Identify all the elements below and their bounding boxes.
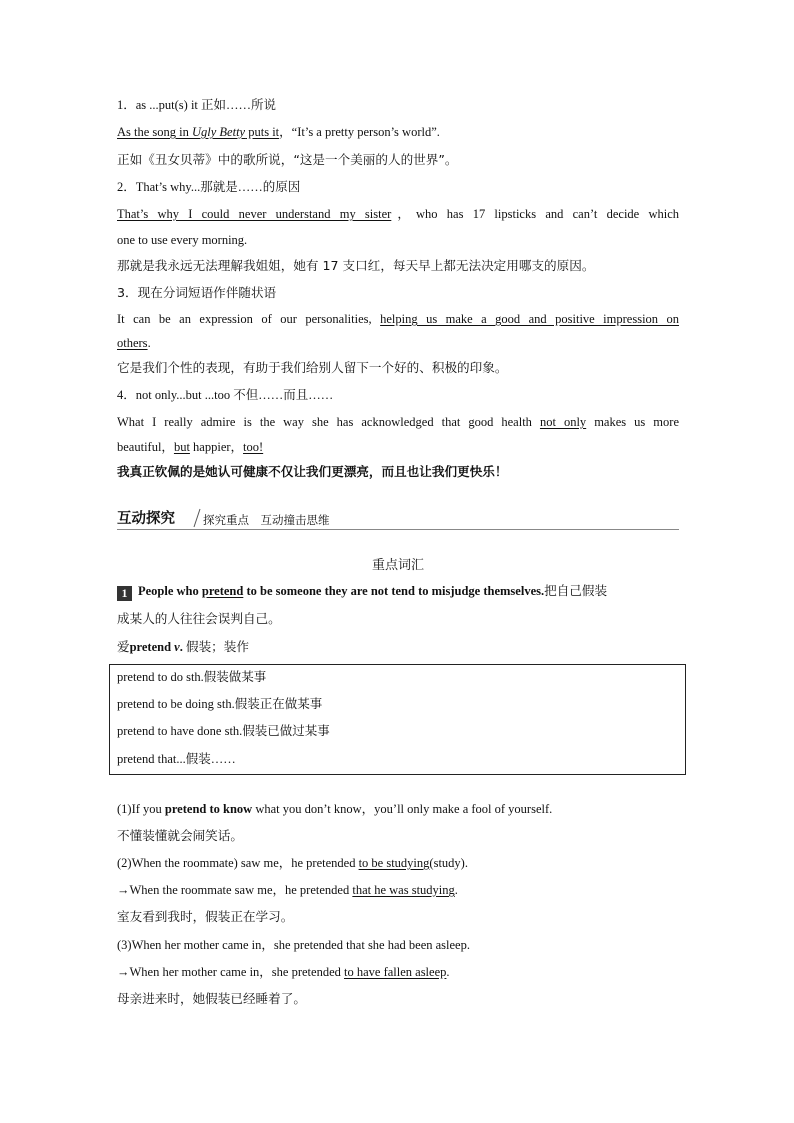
definition-dot: . <box>179 640 183 654</box>
item-3-heading <box>117 284 276 302</box>
item-4-example-underlined: too! <box>243 440 264 454</box>
vocab-sentence-cn: 把自己假装 <box>544 583 608 598</box>
item-4-heading <box>117 386 333 404</box>
item-4-example-part: makes us more <box>586 415 679 429</box>
item-4-translation-text: 我真正钦佩的是她认可健康不仅让我们更漂亮，而且也让我们更快乐！ <box>117 464 508 479</box>
item-4-example-underlined: not only <box>539 415 587 429</box>
item-3-translation <box>117 359 507 377</box>
usage-box <box>109 664 686 775</box>
example-part: →When the roommate saw me，he pretended <box>117 883 353 897</box>
example-3 <box>117 936 470 954</box>
item-1-example-part: As the song in <box>117 125 192 139</box>
item-1-example-part: puts it <box>245 125 280 139</box>
example-part: (study). <box>429 856 468 870</box>
usage-row-text: pretend to do sth.假装做某事 <box>117 670 267 684</box>
item-3-example-line-2 <box>117 334 151 352</box>
item-4-example-underlined: but <box>173 440 190 454</box>
item-4-example-line-2 <box>117 438 263 456</box>
usage-row <box>117 749 236 767</box>
vocab-definition <box>117 638 249 656</box>
item-1-translation-text: 正如《丑女贝蒂》中的歌所说，“这是一个美丽的人的世界”。 <box>117 152 458 167</box>
section-subtitle: 探究重点 互动撞击思维 <box>203 513 330 527</box>
slash-divider-icon <box>193 508 201 528</box>
vocab-sentence-part: People who <box>138 584 202 598</box>
section-rule <box>117 529 679 530</box>
example-part: . <box>454 883 458 897</box>
section-title: 互动探究 <box>117 511 175 527</box>
vocab-sentence-line-2 <box>117 610 281 628</box>
example-underlined: to have fallen asleep <box>344 965 447 979</box>
item-2-example-line-2 <box>117 231 247 249</box>
example-3-translation <box>117 990 306 1008</box>
definition-pos: v <box>174 640 180 654</box>
item-3-example-part: It can be an expression of our personalities, <box>117 312 381 326</box>
item-1-example-part: ，“It’s a pretty person’s world”. <box>279 125 440 139</box>
item-1-heading-text: 1．as ...put(s) it 正如……所说 <box>117 98 277 112</box>
example-part: (2)When the roommate) saw me，he pretended <box>117 856 359 870</box>
example-part: →When her mother came in，she pretended <box>117 965 344 979</box>
example-keyword: pretend to know <box>164 802 253 816</box>
usage-row-text: pretend to have done sth.假装已做过某事 <box>117 724 330 738</box>
example-translation-text: 不懂装懂就会闹笑话。 <box>117 828 243 843</box>
item-4-example-part: happier， <box>189 440 244 454</box>
example-part: what you don’t know，you’ll only make a fool of yourself. <box>252 802 553 816</box>
vocab-heading <box>117 554 679 573</box>
usage-row <box>117 694 322 712</box>
definition-marker: 爱 <box>117 639 130 654</box>
item-4-translation <box>117 463 507 481</box>
example-part: (1)If you <box>117 802 165 816</box>
item-1-translation <box>117 151 458 169</box>
item-1-heading <box>117 96 276 114</box>
example-part: (3)When her mother came in，she pretended that she had been asleep. <box>117 938 470 952</box>
example-translation-text: 室友看到我时，假装正在学习。 <box>117 909 294 924</box>
item-2-example-underlined: That’s why I could never understand my sister <box>117 207 392 221</box>
item-3-example-underlined: others <box>117 336 148 350</box>
definition-word: pretend <box>129 640 175 654</box>
example-1 <box>117 800 552 818</box>
example-underlined: that he was studying <box>352 883 455 897</box>
example-part: . <box>446 965 450 979</box>
example-3-rewrite <box>117 963 450 981</box>
usage-row-text: pretend to be doing sth.假装正在做某事 <box>117 697 323 711</box>
item-3-example-underlined: helping us make a good and positive impression on <box>380 312 680 326</box>
item-2-example-line-1 <box>117 205 679 223</box>
item-2-heading-text: 2．That’s why...那就是……的原因 <box>117 180 301 194</box>
item-4-heading-text: 4．not only...but ...too 不但……而且…… <box>117 388 334 402</box>
vocab-keyword: pretend <box>201 584 244 598</box>
usage-row <box>117 667 266 685</box>
item-2-translation <box>117 257 594 275</box>
vocab-sentence-part: to be someone they are not tend to misjudge themselves. <box>243 584 545 598</box>
example-2-rewrite <box>117 881 458 899</box>
item-4-example-line-1 <box>117 413 679 431</box>
example-2-translation <box>117 908 293 926</box>
example-translation-text: 母亲进来时，她假装已经睡着了。 <box>117 991 306 1006</box>
item-3-example-part: . <box>147 336 151 350</box>
item-1-example <box>117 123 440 141</box>
usage-row-text: pretend that...假装…… <box>117 752 236 766</box>
vocab-heading-text: 重点词汇 <box>371 558 424 573</box>
item-2-example-part: ，who has 17 lipsticks and can’t decide which <box>391 207 679 221</box>
item-3-translation-text: 它是我们个性的表现，有助于我们给别人留下一个好的、积极的印象。 <box>117 360 508 375</box>
number-badge: 1 <box>117 586 132 601</box>
section-header <box>117 507 679 531</box>
item-2-example-part: one to use every morning. <box>117 233 248 247</box>
item-2-translation-text: 那就是我永远无法理解我姐姐，她有 17 支口红，每天早上都无法决定用哪支的原因。 <box>117 258 595 273</box>
example-1-translation <box>117 827 243 845</box>
item-3-example-line-1 <box>117 310 679 328</box>
item-4-example-part: What I really admire is the way she has acknowledged that good health <box>117 415 540 429</box>
definition-meaning: 假装；装作 <box>185 639 249 654</box>
vocab-sentence-line-1 <box>117 582 607 601</box>
item-3-heading-text: 3．现在分词短语作伴随状语 <box>117 285 277 300</box>
item-1-song-title: Ugly Betty <box>192 125 246 139</box>
item-2-heading <box>117 178 300 196</box>
example-2 <box>117 854 468 872</box>
vocab-sentence-cn: 成某人的人往往会误判自己。 <box>117 611 281 626</box>
usage-row <box>117 721 330 739</box>
example-underlined: to be studying <box>358 856 430 870</box>
item-4-example-part: beautiful， <box>117 440 174 454</box>
